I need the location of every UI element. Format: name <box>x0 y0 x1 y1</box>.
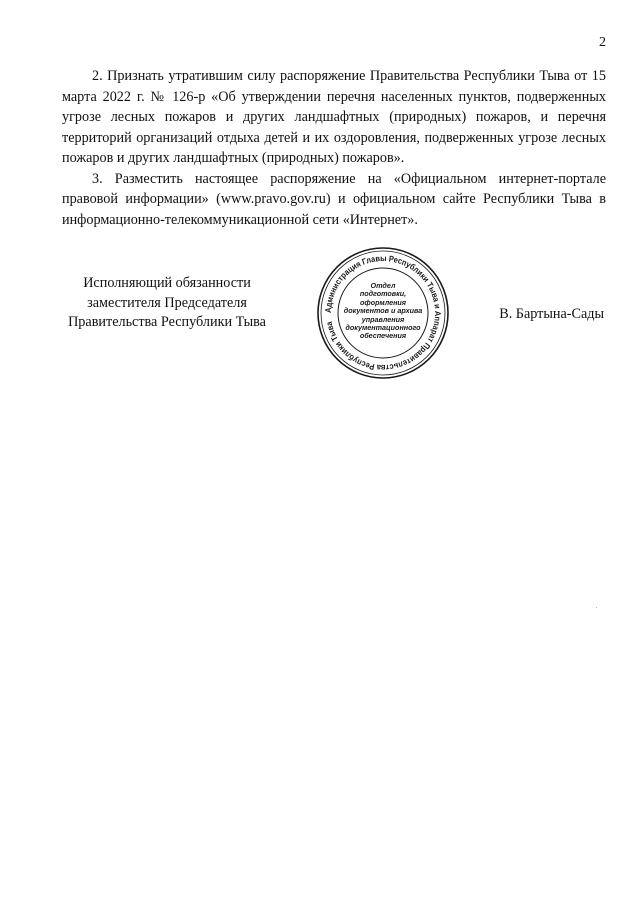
page-number: 2 <box>599 35 606 50</box>
seal-center-line: подготовки, <box>359 289 407 299</box>
scan-speck <box>596 607 597 608</box>
seal-center-line: Отдел <box>370 281 396 290</box>
document-body <box>62 66 606 230</box>
seal-center-line: документационного <box>345 323 421 333</box>
signatory-position-line: заместителя Председателя <box>87 294 247 311</box>
seal-center-line: документов и архива <box>343 306 423 316</box>
paragraph-2: 2. Признать утратившим силу распоряжение Правительства Республики Тыва от 15 марта 2022 г. № 126-р «Об утверждении перечня населенных пунктов, подверженных угрозе лесных пожаров и других ландшафтных (природных) пожаров, и перечня территорий организаций отдыха детей и их оздоровления, подверженных угрозе лесных пожаров и других ландшафтных (природных) пожаров». <box>62 68 606 166</box>
paragraph-3: 3. Разместить настоящее распоряжение на «Официальном интернет-портале правовой информации» (www.pravo.gov.ru) и официальном сайте Республики Тыва в информационно-телекоммуникационной сети «Интернет». <box>62 170 606 228</box>
signatory-position-line: Правительства Республики Тыва <box>68 314 266 330</box>
official-seal-stamp <box>316 246 450 380</box>
seal-center-line: обеспечения <box>359 331 407 341</box>
seal-ring-text: Администрация Главы Республики Тыва и Аппарат Правительства Республики Тыва <box>322 252 444 374</box>
signatory-position-line: Исполняющий обязанности <box>83 275 251 291</box>
seal-center-line: оформления <box>359 297 407 307</box>
seal-center-text <box>338 282 428 341</box>
seal-center-line: управления <box>361 314 405 324</box>
signatory-position <box>58 274 276 333</box>
signer-name: В. Бартына-Сады <box>499 306 604 322</box>
